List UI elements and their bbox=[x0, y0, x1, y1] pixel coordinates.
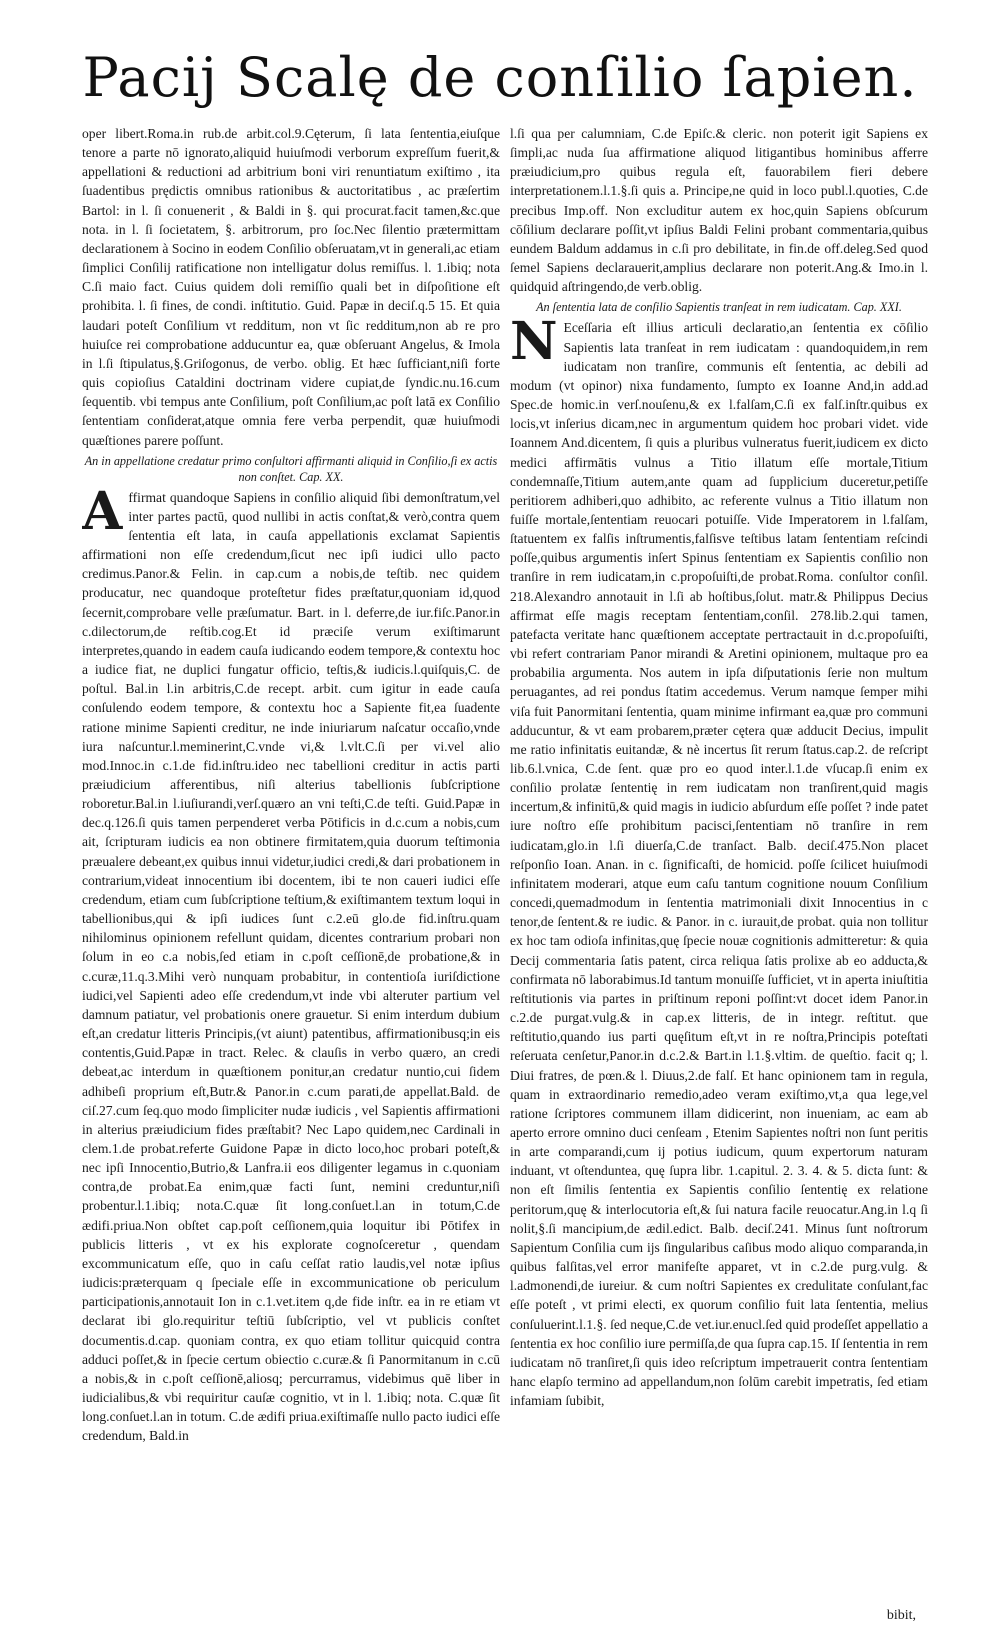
drop-cap-n: N bbox=[510, 311, 558, 373]
right-paragraph-2 bbox=[510, 311, 928, 1410]
left-paragraph-2 bbox=[82, 480, 500, 1446]
left-paragraph-2-text: ffirmat quandoque Sapiens in conſilio aliquid ſibi demonſtratum,vel inter partes pactū, quod nullibi in actis conſtat,& verò,contra quem ſententia eſt lata, in cauſa appellationis exclamat Sapientis affirmationi non eſſe credendum,ſicut nec ipſi iudici ullo pacto credimus.Panor.& Felin. in cap.cum a nobis,de teſtib. nec quidem producatur, nec quandoque proteſtetur fides præſtatur,quoniam id,quod ſecernit,comprobare velle præſumatur. Bart. in l. deferre,de iur.fiſc.Panor.in c.dilectorum,de reſtib.cog.Et id præciſe verum exiſtimarunt interpretes,quando in eadem cauſa iudicando eodem tempore,& contextu hoc a iudice fiat, ne duplici fungatur officio, teſtis,& iudicis.l.quiſquis,C. de poſtul. Bal.in l.in arbitris,C.de recept. arbit. cum igitur in eade cauſa conſulendo eodem tempore, & contextu hoc a Sapiente fit,ea ſuadente ratione minime Sapienti creditur, ne inde iniuriarum naſcatur occaſio,vnde iura naſcuntur.l.meminerint,C.vnde vi,& l.vlt.C.ſi per vi.vel alio mod.Innoc.in c.1.de fid.inſtru.ideo nec tabellioni creditur in actis parti præiudicium afferentibus, niſi alterius tabellionis ſubſcriptione roboretur.Bal.in l.iuſiurandi,verſ.quæro an vni teſti,C.de teſti. Guid.Papæ in dec.q.126.ſi quis tamen perpenderet verba Pōtificis in d.c.cum a nobis,cum ait, ſcripturam iudicis ea non obtinere firmitatem,quia duorum teſtimonia præualere debeant,ex quibus innui videtur,iudici credi,& dari probationem in contrarium,videat innocentium ibi docentem, ibi te non caueri iudici eſſe credendum, etiam cum ſubſcriptione teſtium,& exiſtimantem textum loqui in tabellionibus,qui & ipſi iudices ſunt c.2.eū glo.de fid.inſtru.quam nihilominus opinionem refellunt quidam, dicentes contrarium probari non ſolum in eo c.a nobis,ſed etiam in c.poſt ceſſionē,de probatione,& in c.curæ,11.q.3.Mihi verò nunquam probabitur, in contentioſa iuriſdictione iudici,vel Sapienti adeo eſſe credendum,vt inde vbi alteruter partium vel damnum patiatur, vel probationis onere grauetur. Si enim interdum dubium eſt,an credatur litteris Principis,(vt aiunt) patentibus, affirmationibusq;in eis contentis,Guid.Papæ in tract. Relec. & clauſis in verbo quæro, an credi debeat,ac interdum in quæſtionem ponitur,an credatur nuntio,cui ſidem adhibeſi proprium eſt,Butr.& Panor.in c.cum parati,de appellat.Bald. de ciſ.27.cum ſeq.quo modo ſimpliciter nudæ iudicis , vel Sapientis affirmationi in alterius præiudicium fides præſtabit? Nec Lapo quidem,nec Cardinali in clem.1.de probat.referte Guidone Papæ in dicto loco,hoc probari poteſt,& nec ipſi Innocentio,Butrio,& Lanfra.ii eos diligenter legamus in c.quoniam contra,de probat.Ea enim,quæ facti ſunt, nemini creduntur,niſi probentur.l.1.ibiq; nota.C.quæ ſit long.conſuet.l.an in totum,C.de ædifi.priua.Non obſtet cap.poſt ceſſionem,quia loquitur ibi Pōtifex in publicis litteris , vt ex his explorate cognoſceretur , quendam excommunicatum eſſe, quo in caſu ceſſat ratio laudis,vel notæ ipſius iudicis:præterquam q ſpeciale eſſe in excommunicatione ob periculum participationis,annotauit Ion in c.1.vet.item q,de fide inſtr. ea in re etiam vt declarat ibi glo.requiritur teſtiū ſubſcriptio, vel vt publicis conſtet documentis.d.cap. quoniam contra, ex quo etiam tollitur quicquid contra adduci poſſet,& in ſpecie certum obiectio c.curæ.& ſi Panormitanum in c.cū a nobis,& in c.poſt ceſſionē,aliosq; percurramus, videbimus quē liber in iudicialibus,& vbi requiritur cauſæ cognitio, vt in l. 1.ibiq; nota. C.quæ ſit long.conſuet.l.an in totum. C.de ædifi priua.exiſtimaſſe nullo pacto iudici eſſe credendum, Bald.in bbox=[82, 489, 500, 1444]
chapter-21-heading: An ſententia lata de conſilio Sapientis tranſeat in rem iudicatam. Cap. XXI. bbox=[536, 300, 902, 315]
page-title: Pacij Scalę de conſilio ſapien. bbox=[82, 46, 918, 109]
right-paragraph-1: l.ſi qua per calumniam, C.de Epiſc.& cleric. non poterit igit Sapiens ex ſimpli,ac nuda ſua affirmatione aliquod litigantibus hominibus afferre præiudicium,pro quibus regula eſt, fauorabilem fieri debere interpretationem.l.1.§.ſi quis a. Principe,ne quid in loco publ.l.quoties, C.de precibus Imp.off. Non excluditur autem ex hoc,quin Sapiens obſcurum cōſilium declarare poſſit,vt ipſius Baldi Felini probant commentaria,quibus eundem Baldum addamus in c.ſi pro debilitate, in fin.de off.deleg.Sed quod ſemel Sapiens declarauerit,amplius declarare non poterit.Ang.& Imo.in l. quidquid aſtringendo,de verb.oblig. bbox=[510, 126, 928, 295]
right-column bbox=[510, 124, 928, 1604]
catchword: bibit, bbox=[886, 1608, 916, 1623]
left-paragraph-1: oper libert.Roma.in rub.de arbit.col.9.Cęterum, ſi lata ſententia,eiuſque tenore a parte nō ignorato,aliquid huiuſmodi verborum expreſſum fuerit,& appellationi & reductioni ad arbitrium boni viri renuntiatum exiſtimo , ita ſuadentibus prędictis omnibus rationibus & auctoritatibus , ac præſertim Bartol: in l. ſi conuenerit , & Baldi in §. qui procurat.facit tamen,&c.que nota. in l. ſi ſocietatem, §. arbitrorum, pro ſoc.Nec ſilentio prætermittam declarationem à Socino in eodem Conſilio obſeruatam,vt in generali,ac etiam ſimplici Conſilij ratificatione non intelligatur dolus remiſſus. l. 1.ibiq; nota C.ſi maio fact. Cuius quidem doli remiſſio quali bet in diſpoſitione eſt prohibita. l. ſi fines, de condi. inſtitutio. Guid. Papæ in deciſ.q.5 15. Et quia laudari poteſt Conſilium vt redditum, non vt ſic redditum,non ab re pro huiuſce rei comprobatione adducuntur ea, quæ obſeruant Angelus, & Imola in l.ſi ſtipulatus,§.Griſogonus, de verbo. oblig. Et hæc ſufficiant,niſi forte quis copioſius Cataldini doctrinam videre cupiat,de ſyndic.nu.16.cum ſequentib. vbi tempus ante Conſilium, poſt Conſilium,ac poſt latā ex Conſilio ſententiam conſiderat,atque omnia fere verba perpendit, quæ huiuſmodi quæſtiones parere poſſunt. bbox=[82, 126, 500, 448]
chapter-20-heading: An in appellatione credatur primo conſultori affirmanti aliquid in Conſilio,ſi ex actis non conſtet. Cap. XX. bbox=[84, 453, 498, 484]
left-column bbox=[82, 124, 500, 1604]
right-paragraph-2-text: Eceſſaria eſt illius articuli declaratio,an ſententia ex cōſilio Sapientis lata tranſeat in rem iudicatam : quandoquidem,in rem iudicatam non tranſire, communis eſt ſententia, ac debili ad modum (vt opinor) nixa fundamento, ſumpto ex Ioanne And,in add.ad Spec.de homic.in verſ.nouſenu,& ex l.falſam,C.ſi ex falſ.inſtr.quibus ex locis,vt inſerius dicam,nec in argumentum quidem hoc probari videt. vide Ioannem And.dicentem, ſi quis a pluribus vulneratus fuerit,iudicem ex dicto medici affirmātis vulnus a Titio illatum eſſe mortale,Titium condemnaſſe,Titium autem,ante quam ad ſupplicium duceretur,petiſſe peritiorem adhiberi,quo adhibito, ac referente vulnus a Titio illatum non fuiſſe mortale,ſententiam reuocari potuiſſe. Vide Imperatorem in l.falſam, ſtatuentem ex falſis inſtrumentis,falſisve teſtibus latam ſententiam reſcindi poſſe,quibus argumentis inſert Spinus ſententiam ex Sapientis conſilio non tranſire in rem iudicatam,in c.propoſuiſti,de probat.Roma. conſultor conſil. 218.Alexandro annotauit in l.ſi ab hoſtibus,ſolut. matr.& Philippus Decius affirmat eſſe magis receptam ſententiam,conſil. 278.lib.2.qui tamen, patefacta veritate hanc quæſtionem acceptate pertractauit in d.c.propoſuiſti, vbi refert contrariam Panor mirandi & Aretini opinionem, multaque pro ea probabilia argumenta. Nos autem in ipſa diſputationis ſerie non multum peruagantes, ad rei pondus ſtatim accedemus. Verum namque ſemper mihi viſa fuit Panormitani ſententia, quam minime infirmant ea,quæ pro communi adducuntur, & vt eam probarem,præter cętera quæ adducit Decius, impulit me ratio infinitatis euitandæ, & nè incertus ſit rerum ſtatus.cap.2. de reſcript lib.6.l.vnica, C.de ſent. quæ pro eo quod inter.l.1.de vſucap.ſi enim ex conſilio prolatæ ſententię in rem iudicatam non tranſirent,quid magis incertum,& infinitū,& quid magis in iudicio abſurdum eſſe poſſet ? inde patet iure noſtro eſſe prohibitum pacisci,ſententiam nō tranſire in rem iudicatam,glo.in l.ſi diuerſa,C.de tranſact. Balb. deciſ.475.Non placet reſponſio Ioan. Anan. in c. ſignificaſti, de homicid. poſſe ſcilicet huiuſmodi infinitatem moderari, atque eum caſu tantum cognitione nouum Conſilium concedi,quemadmodum in ſententia matrimoniali dixit Innocentius in c tenor,de ſentent.& re iudic. & Panor. in c. iurauit,de probat. quia non tollitur ex hoc tam odioſa infinitas,quę ſpecie nouæ cognitionis admitteretur: & quia Decij commentaria ſatis patent, circa reliqua ſatis prolixe ab eo adducta,& confirmata nō laborabimus.Id tantum monuiſſe ſufficiet, vt in aperta iniuſtitia reſtitutionis via partes in priſtinum reponi poſſint:vt docet idem Panor.in c.2.de purgat.vulg.& in cap.ex litteris, de in integr. reſtitut. que reſtitutio,quando ius parti quęſitum eſt,vt in re noſtra,Principis poteſtati reſeruata cenſetur,Panor.in d.c.2.& Bart.in l.1.§.vltim. de queſtio. facit q; l. Diui fratres, de pœn.& l. Diuus,2.de falſ. Et hanc opinionem tam in regula, quam in extraordinario remedio,adeo veram exiſtimo,vt,a qua lege,vel ratione ſcriptores communem illam didicerint, non inueniam, ac eam ab aperto errore omnino duci cenſeam , Etenim Sapientes noſtri non ſunt peritis in arte comparandi,cum ij potius iudicum, quum expertorum naturam induant, vt oſtenduntea, quę ſupra libr. 1.capitul. 2. 3. 4. & 5. dicta ſunt: & non eſt ſimilis ſententia ex Sapientis conſilio ſententię ex relatione peritorum,quę & interlocutoria eſt,& ſui natura facile reuocatur.Ang.in l.q ſi nolit,§.ſi mancipium,de ædil.edict. Balb. deciſ.241. Minus ſunt noſtrorum Sapientum Conſilia cum ijs ſingularibus caſibus modo aliquo comparanda,in quibus falſitas,vel error manifeſte apparet, vt in c.2.de purg.vulg. & l.admonendi,de iureiur. & cum noſtri Sapientes ex credulitate conſulant,fac eſſe poteſt , vt primi electi, ex quorum conſilio fuit lata ſententia, melius conſuluerint.l.1.§. ſed neque,C.de vet.iur.enucl.ſed quid prodeſſet appellatio a ſententia ex hoc conſilio iure permiſſa,de qua ſupra cap.15. Iſ ſententia in rem iudicatam nō tranſiret,ſi quis ideo reſcriptum impetrauerit contra ſententiam hanc elapſo termino ad appellandum,non ſolūm carebit impetratis, ſed etiam infamiam ſubibit, bbox=[510, 320, 928, 1409]
drop-cap-a: A bbox=[82, 480, 123, 542]
